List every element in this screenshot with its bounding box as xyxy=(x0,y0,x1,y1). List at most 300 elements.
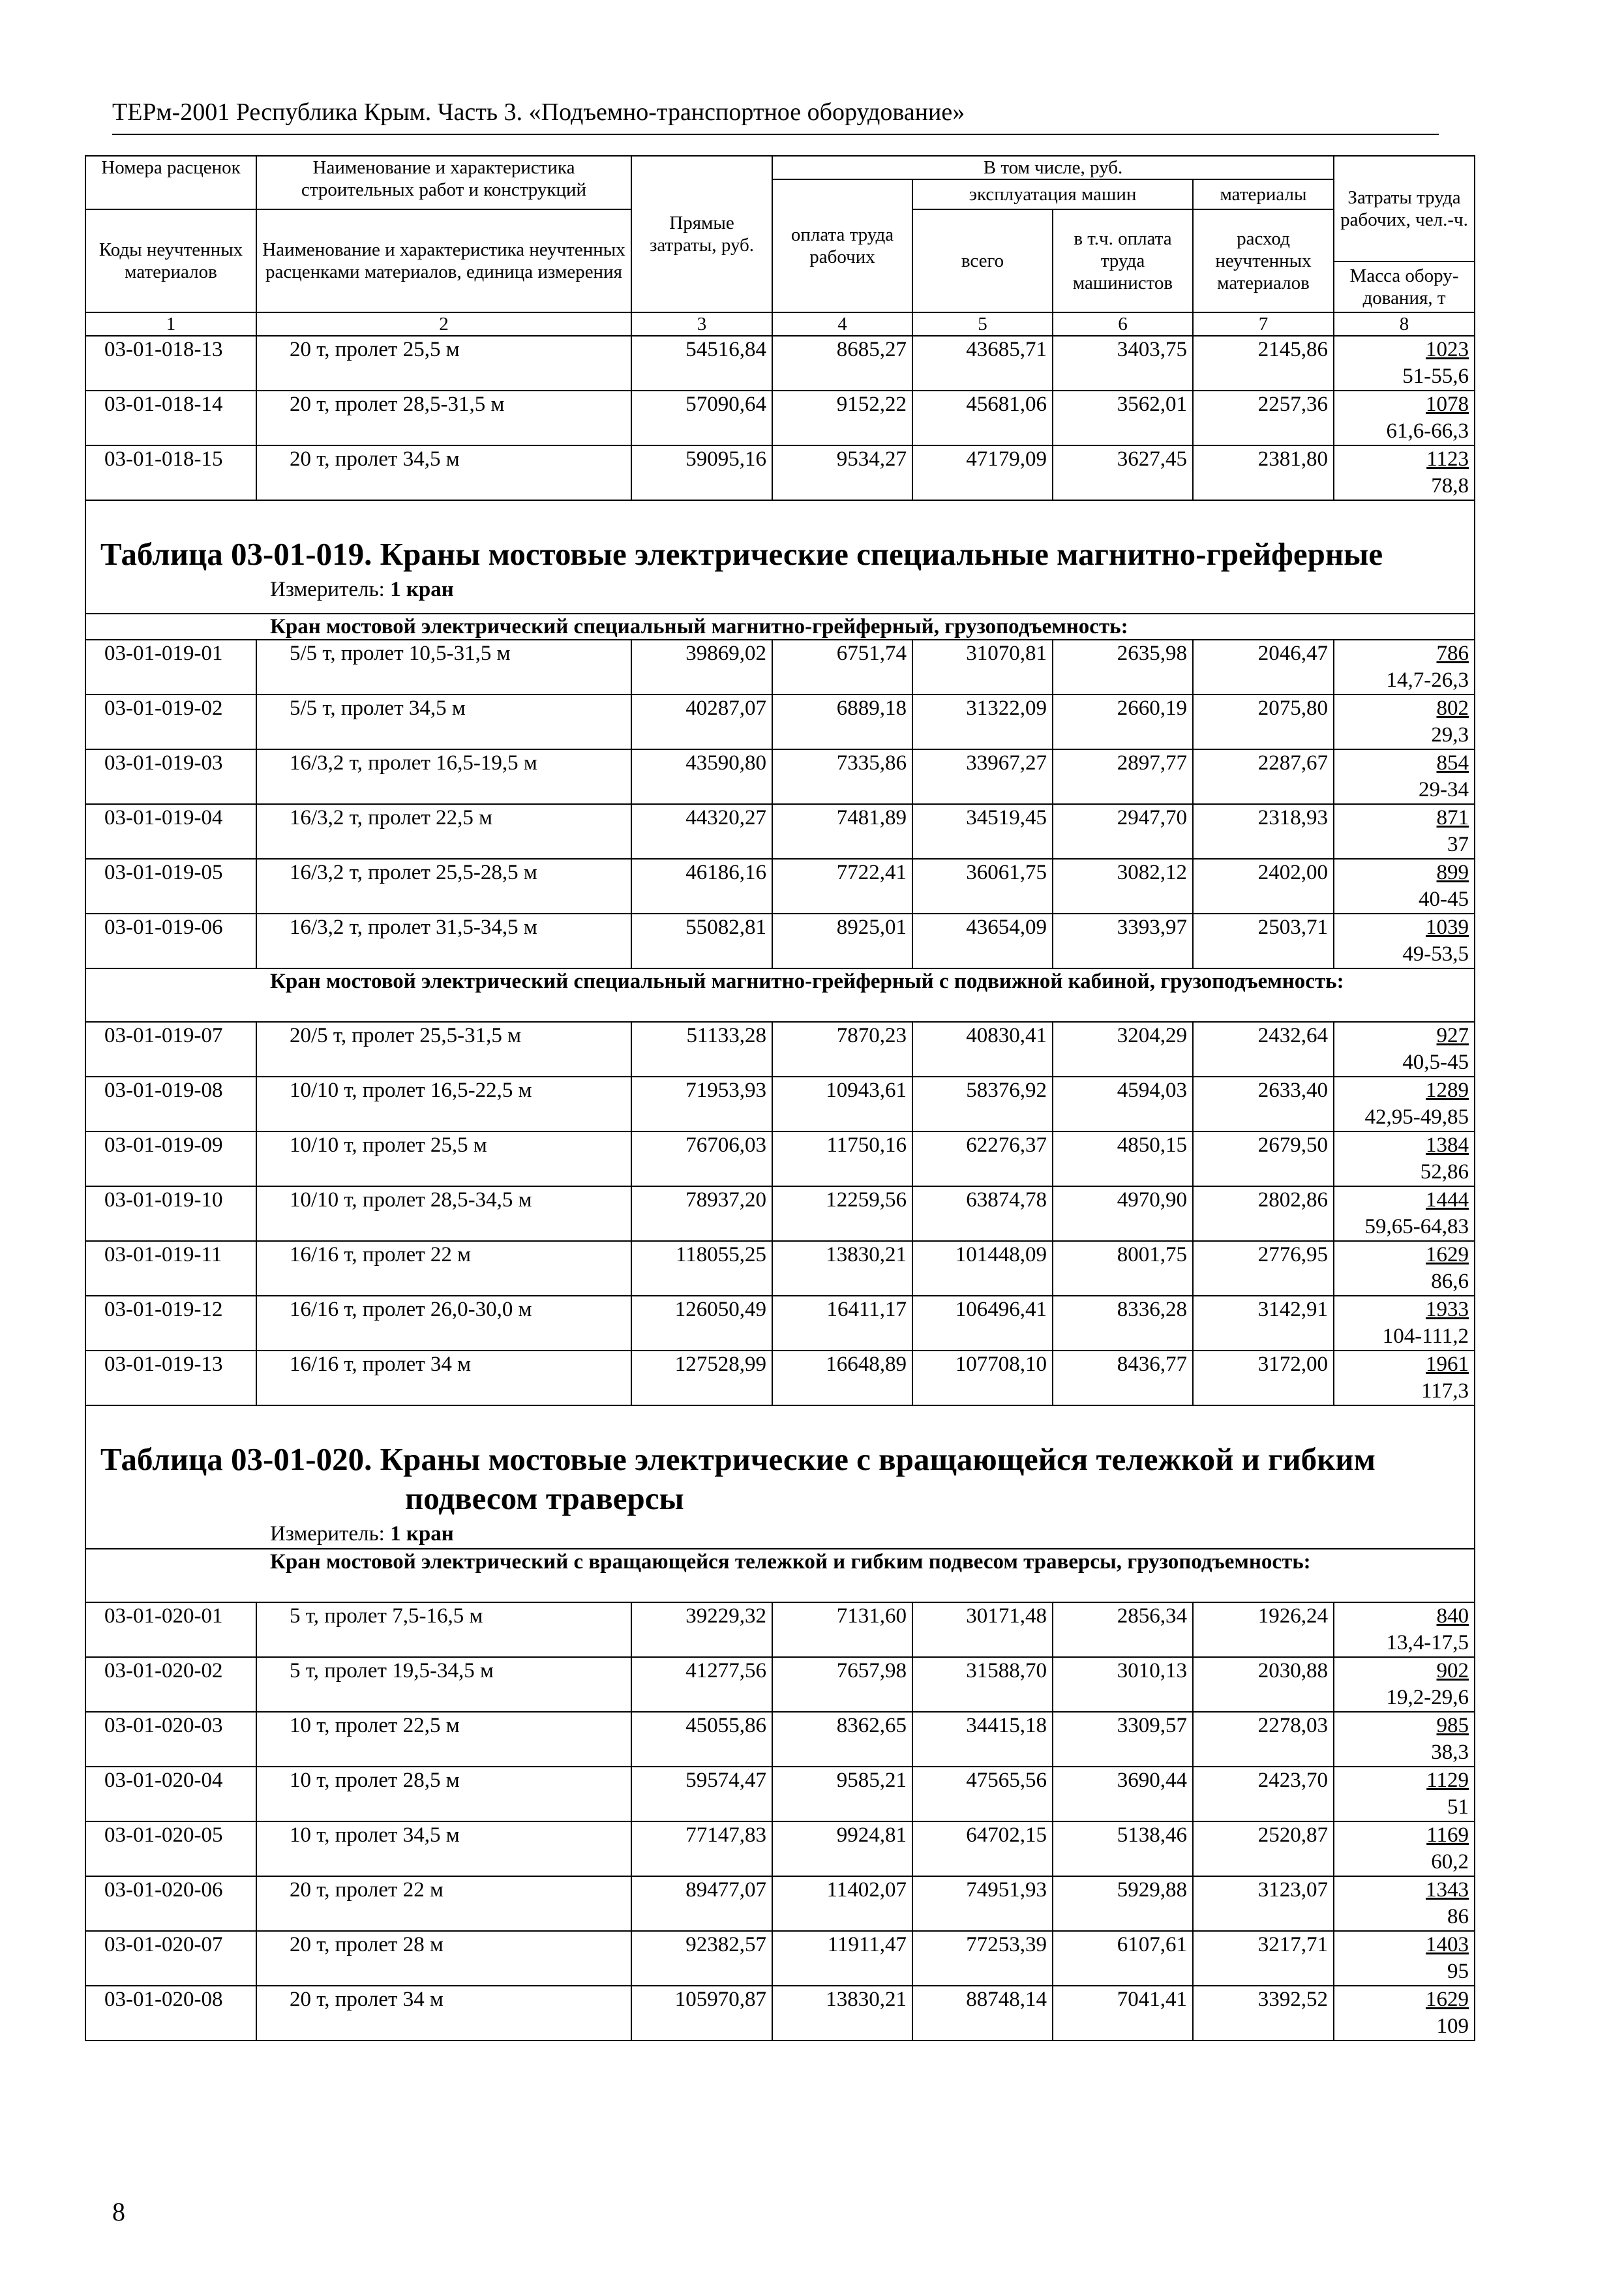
table-row xyxy=(85,914,1475,968)
machine-costs: 33967,27 xyxy=(912,749,1053,804)
group-heading: Кран мостовой электрический с вращающейся тележкой и гибким подвесом траверсы, грузоподъемность: xyxy=(85,1549,1475,1602)
rate-name: 16/3,2 т, пролет 16,5-19,5 м xyxy=(256,749,631,804)
materials-costs: 2802,86 xyxy=(1193,1186,1334,1241)
measure-label: Измеритель: xyxy=(270,1522,385,1546)
worker-wages: 9152,22 xyxy=(772,391,912,445)
machine-costs: 88748,14 xyxy=(912,1986,1053,2041)
header-machinist-wages: в т.ч. оплата труда машинистов xyxy=(1053,209,1193,312)
worker-wages: 9585,21 xyxy=(772,1767,912,1821)
rate-name: 10/10 т, пролет 25,5 м xyxy=(256,1131,631,1186)
header-work-name: Наименование и характеристика строительных работ и конструкций xyxy=(256,156,631,209)
equipment-mass: 86 xyxy=(1447,1905,1469,1928)
machinist-wages: 3562,01 xyxy=(1053,391,1193,445)
labor-and-mass xyxy=(1334,695,1475,749)
machine-costs: 36061,75 xyxy=(912,859,1053,914)
rate-name: 20 т, пролет 34,5 м xyxy=(256,445,631,500)
table-020-title xyxy=(100,1440,1474,1518)
column-number: 4 xyxy=(772,312,912,336)
machinist-wages: 2856,34 xyxy=(1053,1602,1193,1657)
direct-costs: 57090,64 xyxy=(631,391,772,445)
machine-costs: 77253,39 xyxy=(912,1931,1053,1986)
header-direct-costs: Прямые затраты, руб. xyxy=(631,156,772,312)
worker-wages: 9534,27 xyxy=(772,445,912,500)
labor-costs: 1384 xyxy=(1426,1133,1469,1157)
worker-wages: 7335,86 xyxy=(772,749,912,804)
equipment-mass: 14,7-26,3 xyxy=(1386,668,1469,692)
direct-costs: 51133,28 xyxy=(631,1022,772,1077)
labor-and-mass xyxy=(1334,859,1475,914)
rate-code: 03-01-019-01 xyxy=(85,640,256,695)
direct-costs: 127528,99 xyxy=(631,1351,772,1405)
materials-costs: 2423,70 xyxy=(1193,1767,1334,1821)
equipment-mass: 37 xyxy=(1447,833,1469,856)
equipment-mass: 52,86 xyxy=(1420,1160,1469,1184)
machinist-wages: 3393,97 xyxy=(1053,914,1193,968)
materials-costs: 2075,80 xyxy=(1193,695,1334,749)
table-row xyxy=(85,1131,1475,1186)
materials-costs: 1926,24 xyxy=(1193,1602,1334,1657)
labor-costs: 1629 xyxy=(1426,1243,1469,1266)
rate-name: 10 т, пролет 28,5 м xyxy=(256,1767,631,1821)
direct-costs: 44320,27 xyxy=(631,804,772,859)
header-including: В том числе, руб. xyxy=(772,156,1334,179)
worker-wages: 7722,41 xyxy=(772,859,912,914)
machinist-wages: 4850,15 xyxy=(1053,1131,1193,1186)
worker-wages: 11911,47 xyxy=(772,1931,912,1986)
materials-costs: 2278,03 xyxy=(1193,1712,1334,1767)
labor-costs: 902 xyxy=(1436,1659,1469,1683)
machinist-wages: 3082,12 xyxy=(1053,859,1193,914)
rate-name: 10/10 т, пролет 16,5-22,5 м xyxy=(256,1077,631,1131)
column-number: 6 xyxy=(1053,312,1193,336)
rate-code: 03-01-020-01 xyxy=(85,1602,256,1657)
labor-and-mass xyxy=(1334,749,1475,804)
machinist-wages: 7041,41 xyxy=(1053,1986,1193,2041)
direct-costs: 59095,16 xyxy=(631,445,772,500)
machine-costs: 63874,78 xyxy=(912,1186,1053,1241)
equipment-mass: 38,3 xyxy=(1431,1741,1469,1764)
labor-and-mass xyxy=(1334,640,1475,695)
group-heading: Кран мостовой электрический специальный магнитно-грейферный, грузоподъемность: xyxy=(85,614,1475,640)
machine-costs: 64702,15 xyxy=(912,1821,1053,1876)
rate-code: 03-01-019-09 xyxy=(85,1131,256,1186)
rate-code: 03-01-020-02 xyxy=(85,1657,256,1712)
rate-name: 20 т, пролет 34 м xyxy=(256,1986,631,2041)
worker-wages: 11402,07 xyxy=(772,1876,912,1931)
machine-costs: 47179,09 xyxy=(912,445,1053,500)
direct-costs: 41277,56 xyxy=(631,1657,772,1712)
labor-costs: 786 xyxy=(1436,642,1469,665)
machine-costs: 101448,09 xyxy=(912,1241,1053,1296)
column-number: 1 xyxy=(85,312,256,336)
group-row xyxy=(85,968,1475,1022)
worker-wages: 13830,21 xyxy=(772,1241,912,1296)
table-020-caption xyxy=(85,1405,1475,1549)
labor-costs: 1933 xyxy=(1426,1298,1469,1321)
worker-wages: 16411,17 xyxy=(772,1296,912,1351)
rate-name: 10/10 т, пролет 28,5-34,5 м xyxy=(256,1186,631,1241)
rate-name: 5/5 т, пролет 34,5 м xyxy=(256,695,631,749)
worker-wages: 10943,61 xyxy=(772,1077,912,1131)
rate-code: 03-01-020-04 xyxy=(85,1767,256,1821)
title-line: Таблица 03-01-020. Краны мостовые электрические с вращающейся тележкой и гибким xyxy=(100,1441,1376,1477)
column-number: 3 xyxy=(631,312,772,336)
worker-wages: 6751,74 xyxy=(772,640,912,695)
labor-costs: 1629 xyxy=(1426,1988,1469,2011)
labor-costs: 1129 xyxy=(1426,1769,1469,1792)
rate-code: 03-01-019-03 xyxy=(85,749,256,804)
worker-wages: 12259,56 xyxy=(772,1186,912,1241)
labor-and-mass xyxy=(1334,1657,1475,1712)
direct-costs: 43590,80 xyxy=(631,749,772,804)
worker-wages: 7870,23 xyxy=(772,1022,912,1077)
table-row xyxy=(85,1241,1475,1296)
column-number: 8 xyxy=(1334,312,1475,336)
header-rate-numbers: Номера расценок xyxy=(85,156,256,209)
rate-code: 03-01-020-08 xyxy=(85,1986,256,2041)
table-019-title: Таблица 03-01-019. Краны мостовые электрические специальные магнитно-грейферные xyxy=(100,536,1383,572)
labor-and-mass xyxy=(1334,1077,1475,1131)
labor-and-mass xyxy=(1334,1986,1475,2041)
worker-wages: 6889,18 xyxy=(772,695,912,749)
materials-costs: 2503,71 xyxy=(1193,914,1334,968)
worker-wages: 8925,01 xyxy=(772,914,912,968)
rate-code: 03-01-019-13 xyxy=(85,1351,256,1405)
materials-costs: 2145,86 xyxy=(1193,336,1334,391)
labor-and-mass xyxy=(1334,1876,1475,1931)
table-row xyxy=(85,1986,1475,2041)
worker-wages: 7481,89 xyxy=(772,804,912,859)
equipment-mass: 42,95-49,85 xyxy=(1364,1105,1469,1129)
table-row xyxy=(85,1876,1475,1931)
direct-costs: 71953,93 xyxy=(631,1077,772,1131)
header-unaccounted-materials: Наименование и характеристика неучтенных расценками материалов, единица измерения xyxy=(256,209,631,312)
materials-costs: 2381,80 xyxy=(1193,445,1334,500)
rate-name: 20 т, пролет 28,5-31,5 м xyxy=(256,391,631,445)
labor-costs: 927 xyxy=(1436,1024,1469,1047)
labor-and-mass xyxy=(1334,391,1475,445)
machine-costs: 58376,92 xyxy=(912,1077,1053,1131)
machinist-wages: 2947,70 xyxy=(1053,804,1193,859)
table-body xyxy=(85,156,1475,2041)
rate-code: 03-01-019-11 xyxy=(85,1241,256,1296)
group-heading: Кран мостовой электрический специальный магнитно-грейферный с подвижной кабиной, грузоподъемность: xyxy=(85,968,1475,1022)
direct-costs: 105970,87 xyxy=(631,1986,772,2041)
equipment-mass: 59,65-64,83 xyxy=(1364,1215,1469,1238)
labor-and-mass xyxy=(1334,336,1475,391)
equipment-mass: 78,8 xyxy=(1431,474,1469,498)
worker-wages: 8362,65 xyxy=(772,1712,912,1767)
labor-costs: 1961 xyxy=(1426,1353,1469,1376)
rate-code: 03-01-018-13 xyxy=(85,336,256,391)
direct-costs: 45055,86 xyxy=(631,1712,772,1767)
direct-costs: 39869,02 xyxy=(631,640,772,695)
rate-code: 03-01-019-10 xyxy=(85,1186,256,1241)
labor-costs: 1169 xyxy=(1426,1823,1469,1847)
group-row xyxy=(85,1549,1475,1602)
machine-costs: 74951,93 xyxy=(912,1876,1053,1931)
equipment-mass: 104-111,2 xyxy=(1382,1324,1469,1348)
group-row xyxy=(85,614,1475,640)
materials-costs: 3217,71 xyxy=(1193,1931,1334,1986)
rate-code: 03-01-018-15 xyxy=(85,445,256,500)
equipment-mass: 51 xyxy=(1447,1795,1469,1819)
table-row xyxy=(85,695,1475,749)
machine-costs: 31588,70 xyxy=(912,1657,1053,1712)
rate-code: 03-01-019-05 xyxy=(85,859,256,914)
direct-costs: 59574,47 xyxy=(631,1767,772,1821)
worker-wages: 7131,60 xyxy=(772,1602,912,1657)
labor-costs: 802 xyxy=(1436,696,1469,720)
materials-costs: 2679,50 xyxy=(1193,1131,1334,1186)
rate-code: 03-01-019-02 xyxy=(85,695,256,749)
machinist-wages: 3309,57 xyxy=(1053,1712,1193,1767)
labor-costs: 1123 xyxy=(1426,447,1469,471)
labor-and-mass xyxy=(1334,1022,1475,1077)
direct-costs: 54516,84 xyxy=(631,336,772,391)
materials-costs: 2776,95 xyxy=(1193,1241,1334,1296)
machinist-wages: 4594,03 xyxy=(1053,1077,1193,1131)
materials-costs: 2046,47 xyxy=(1193,640,1334,695)
machinist-wages: 5138,46 xyxy=(1053,1821,1193,1876)
equipment-mass: 117,3 xyxy=(1421,1379,1469,1403)
table-row xyxy=(85,1821,1475,1876)
direct-costs: 77147,83 xyxy=(631,1821,772,1876)
direct-costs: 55082,81 xyxy=(631,914,772,968)
column-number: 2 xyxy=(256,312,631,336)
rate-name: 20 т, пролет 28 м xyxy=(256,1931,631,1986)
header-machines: эксплуатация машин xyxy=(912,179,1193,209)
worker-wages: 11750,16 xyxy=(772,1131,912,1186)
rate-name: 20/5 т, пролет 25,5-31,5 м xyxy=(256,1022,631,1077)
machine-costs: 31070,81 xyxy=(912,640,1053,695)
rate-code: 03-01-019-08 xyxy=(85,1077,256,1131)
table-row xyxy=(85,1602,1475,1657)
labor-costs: 1343 xyxy=(1426,1878,1469,1902)
rate-code: 03-01-018-14 xyxy=(85,391,256,445)
table-row xyxy=(85,804,1475,859)
table-row xyxy=(85,749,1475,804)
measure-value: 1 кран xyxy=(390,1522,454,1546)
table-row xyxy=(85,1767,1475,1821)
labor-and-mass xyxy=(1334,1821,1475,1876)
labor-costs: 1023 xyxy=(1426,338,1469,361)
machine-costs: 62276,37 xyxy=(912,1131,1053,1186)
materials-costs: 2633,40 xyxy=(1193,1077,1334,1131)
materials-costs: 2432,64 xyxy=(1193,1022,1334,1077)
rate-name: 5 т, пролет 19,5-34,5 м xyxy=(256,1657,631,1712)
table-row xyxy=(85,391,1475,445)
machine-costs: 34415,18 xyxy=(912,1712,1053,1767)
machinist-wages: 6107,61 xyxy=(1053,1931,1193,1986)
table-row xyxy=(85,1186,1475,1241)
direct-costs: 89477,07 xyxy=(631,1876,772,1931)
rate-code: 03-01-020-06 xyxy=(85,1876,256,1931)
table-row xyxy=(85,1351,1475,1405)
materials-costs: 2318,93 xyxy=(1193,804,1334,859)
rate-name: 16/16 т, пролет 22 м xyxy=(256,1241,631,1296)
materials-costs: 3123,07 xyxy=(1193,1876,1334,1931)
machine-costs: 31322,09 xyxy=(912,695,1053,749)
table-row xyxy=(85,336,1475,391)
machinist-wages: 3403,75 xyxy=(1053,336,1193,391)
worker-wages: 7657,98 xyxy=(772,1657,912,1712)
labor-costs: 1289 xyxy=(1426,1079,1469,1102)
header-labor-costs: Затраты труда рабочих, чел.-ч. xyxy=(1334,156,1475,262)
equipment-mass: 40-45 xyxy=(1419,888,1469,911)
equipment-mass: 29-34 xyxy=(1419,778,1469,801)
table-019-measure xyxy=(270,575,1474,604)
table-row xyxy=(85,1077,1475,1131)
rate-name: 10 т, пролет 34,5 м xyxy=(256,1821,631,1876)
materials-costs: 2030,88 xyxy=(1193,1657,1334,1712)
materials-costs: 2287,67 xyxy=(1193,749,1334,804)
machine-costs: 30171,48 xyxy=(912,1602,1053,1657)
equipment-mass: 61,6-66,3 xyxy=(1386,419,1469,443)
rate-name: 5 т, пролет 7,5-16,5 м xyxy=(256,1602,631,1657)
labor-costs: 854 xyxy=(1436,751,1469,775)
table-row xyxy=(85,859,1475,914)
machinist-wages: 8436,77 xyxy=(1053,1351,1193,1405)
table-row xyxy=(85,1296,1475,1351)
rates-table xyxy=(85,155,1475,2041)
rate-name: 16/16 т, пролет 34 м xyxy=(256,1351,631,1405)
labor-and-mass xyxy=(1334,1241,1475,1296)
header-machines-total: всего xyxy=(912,209,1053,312)
labor-and-mass xyxy=(1334,1602,1475,1657)
header-materials: материалы xyxy=(1193,179,1334,209)
labor-and-mass xyxy=(1334,914,1475,968)
direct-costs: 39229,32 xyxy=(631,1602,772,1657)
machinist-wages: 3204,29 xyxy=(1053,1022,1193,1077)
labor-costs: 1403 xyxy=(1426,1933,1469,1956)
equipment-mass: 60,2 xyxy=(1431,1850,1469,1874)
measure-value: 1 кран xyxy=(390,578,454,601)
header-equipment-mass: Масса обору-дования, т xyxy=(1334,262,1475,312)
table-row xyxy=(85,1022,1475,1077)
equipment-mass: 86,6 xyxy=(1431,1270,1469,1293)
equipment-mass: 95 xyxy=(1447,1960,1469,1983)
rate-code: 03-01-020-05 xyxy=(85,1821,256,1876)
equipment-mass: 49-53,5 xyxy=(1402,942,1469,966)
header-rule xyxy=(112,134,1439,135)
machine-costs: 43654,09 xyxy=(912,914,1053,968)
labor-and-mass xyxy=(1334,445,1475,500)
table-019-caption xyxy=(85,500,1475,614)
table-020-measure xyxy=(270,1519,1474,1548)
labor-and-mass xyxy=(1334,1931,1475,1986)
worker-wages: 16648,89 xyxy=(772,1351,912,1405)
labor-costs: 871 xyxy=(1436,806,1469,830)
header-unaccounted-codes: Коды неучтенных материалов xyxy=(85,209,256,312)
labor-costs: 840 xyxy=(1436,1604,1469,1628)
rate-name: 20 т, пролет 25,5 м xyxy=(256,336,631,391)
materials-costs: 2257,36 xyxy=(1193,391,1334,445)
machinist-wages: 2897,77 xyxy=(1053,749,1193,804)
machinist-wages: 4970,90 xyxy=(1053,1186,1193,1241)
machine-costs: 43685,71 xyxy=(912,336,1053,391)
rate-name: 16/3,2 т, пролет 22,5 м xyxy=(256,804,631,859)
rate-name: 20 т, пролет 22 м xyxy=(256,1876,631,1931)
rate-name: 5/5 т, пролет 10,5-31,5 м xyxy=(256,640,631,695)
machine-costs: 34519,45 xyxy=(912,804,1053,859)
machinist-wages: 2660,19 xyxy=(1053,695,1193,749)
machine-costs: 40830,41 xyxy=(912,1022,1053,1077)
rate-name: 16/3,2 т, пролет 25,5-28,5 м xyxy=(256,859,631,914)
worker-wages: 8685,27 xyxy=(772,336,912,391)
worker-wages: 9924,81 xyxy=(772,1821,912,1876)
machinist-wages: 3690,44 xyxy=(1053,1767,1193,1821)
equipment-mass: 51-55,6 xyxy=(1402,365,1469,388)
equipment-mass: 109 xyxy=(1436,2014,1469,2038)
machine-costs: 106496,41 xyxy=(912,1296,1053,1351)
labor-and-mass xyxy=(1334,1131,1475,1186)
materials-costs: 2520,87 xyxy=(1193,1821,1334,1876)
labor-and-mass xyxy=(1334,1351,1475,1405)
machinist-wages: 8001,75 xyxy=(1053,1241,1193,1296)
equipment-mass: 29,3 xyxy=(1431,723,1469,747)
worker-wages: 13830,21 xyxy=(772,1986,912,2041)
labor-and-mass xyxy=(1334,804,1475,859)
machinist-wages: 3627,45 xyxy=(1053,445,1193,500)
materials-costs: 2402,00 xyxy=(1193,859,1334,914)
machine-costs: 47565,56 xyxy=(912,1767,1053,1821)
rate-code: 03-01-019-07 xyxy=(85,1022,256,1077)
column-number: 7 xyxy=(1193,312,1334,336)
rate-code: 03-01-020-07 xyxy=(85,1931,256,1986)
table-row xyxy=(85,640,1475,695)
materials-costs: 3392,52 xyxy=(1193,1986,1334,2041)
labor-costs: 985 xyxy=(1436,1714,1469,1737)
labor-and-mass xyxy=(1334,1767,1475,1821)
machinist-wages: 2635,98 xyxy=(1053,640,1193,695)
measure-label: Измеритель: xyxy=(270,578,385,601)
rate-name: 10 т, пролет 22,5 м xyxy=(256,1712,631,1767)
rate-code: 03-01-019-04 xyxy=(85,804,256,859)
direct-costs: 126050,49 xyxy=(631,1296,772,1351)
equipment-mass: 40,5-45 xyxy=(1402,1051,1469,1074)
header-unaccounted-consumption: расход неучтенных материалов xyxy=(1193,209,1334,312)
materials-costs: 3172,00 xyxy=(1193,1351,1334,1405)
title-line: подвесом траверсы xyxy=(405,1480,684,1516)
direct-costs: 78937,20 xyxy=(631,1186,772,1241)
labor-costs: 1078 xyxy=(1426,393,1469,416)
direct-costs: 46186,16 xyxy=(631,859,772,914)
direct-costs: 92382,57 xyxy=(631,1931,772,1986)
machinist-wages: 5929,88 xyxy=(1053,1876,1193,1931)
direct-costs: 118055,25 xyxy=(631,1241,772,1296)
machine-costs: 107708,10 xyxy=(912,1351,1053,1405)
materials-costs: 3142,91 xyxy=(1193,1296,1334,1351)
labor-costs: 1444 xyxy=(1426,1188,1469,1212)
header-wages: оплата труда рабочих xyxy=(772,179,912,312)
labor-and-mass xyxy=(1334,1186,1475,1241)
table-row xyxy=(85,1657,1475,1712)
machinist-wages: 8336,28 xyxy=(1053,1296,1193,1351)
running-header: ТЕРм-2001 Республика Крым. Часть 3. «Подъемно-транспортное оборудование» xyxy=(112,98,965,126)
rate-code: 03-01-020-03 xyxy=(85,1712,256,1767)
page-number: 8 xyxy=(112,2197,125,2226)
direct-costs: 40287,07 xyxy=(631,695,772,749)
labor-and-mass xyxy=(1334,1712,1475,1767)
machinist-wages: 3010,13 xyxy=(1053,1657,1193,1712)
labor-and-mass xyxy=(1334,1296,1475,1351)
equipment-mass: 19,2-29,6 xyxy=(1386,1686,1469,1709)
equipment-mass: 13,4-17,5 xyxy=(1386,1631,1469,1654)
rate-code: 03-01-019-12 xyxy=(85,1296,256,1351)
machine-costs: 45681,06 xyxy=(912,391,1053,445)
rate-name: 16/3,2 т, пролет 31,5-34,5 м xyxy=(256,914,631,968)
